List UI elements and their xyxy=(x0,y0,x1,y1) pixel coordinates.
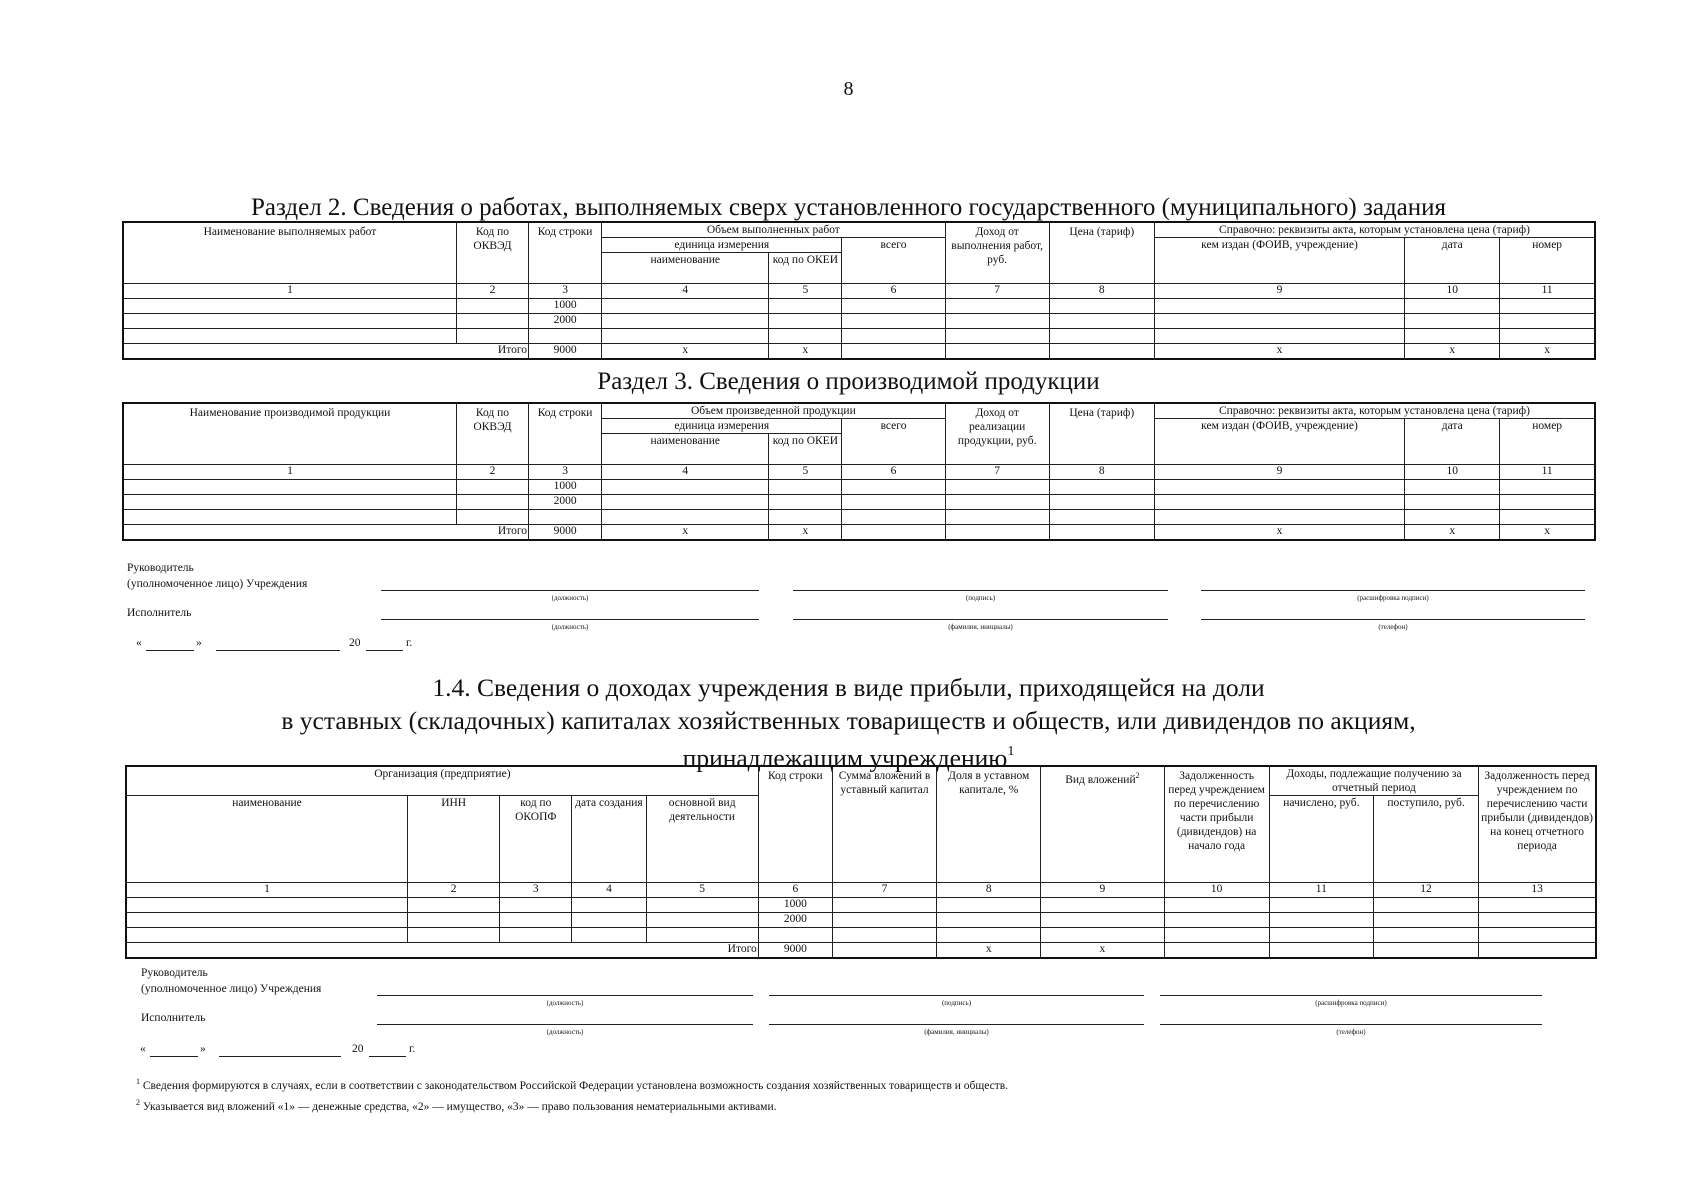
col-header-total: всего xyxy=(842,419,945,465)
col-num: 2 xyxy=(408,883,500,898)
signature-head-label-2: (уполномоченное лицо) Учреждения xyxy=(127,578,308,590)
col-header-okei: код по ОКЕИ xyxy=(769,253,842,284)
x-mark: x xyxy=(1405,344,1500,360)
col-header-row-code: Код строки xyxy=(529,222,602,284)
col-num: 2 xyxy=(456,465,528,480)
total-code: 9000 xyxy=(758,943,832,959)
executor-position-line[interactable] xyxy=(377,1024,753,1025)
col-header-date: дата xyxy=(1405,238,1500,284)
col-header-issued-by: кем издан (ФОИВ, учреждение) xyxy=(1154,238,1404,284)
executor-phone-line[interactable] xyxy=(1201,619,1585,620)
section2-table xyxy=(122,221,1596,360)
col-num: 6 xyxy=(842,465,945,480)
col-header-okei: код по ОКЕИ xyxy=(769,434,842,465)
table-row xyxy=(126,913,1596,928)
table-row xyxy=(123,314,1595,329)
col-num: 8 xyxy=(1049,465,1154,480)
footnote-1: $^1$ Сведения формируются в случаях, если в соответствии с законодательством Российской Федерации установлена возможность создания хозяйственных товариществ и обществ. xyxy=(136,1077,1009,1092)
executor-fio-line[interactable] xyxy=(793,619,1168,620)
total-label: Итого xyxy=(126,943,758,959)
head-position-line[interactable] xyxy=(377,995,753,996)
table-row xyxy=(123,299,1595,314)
col-header-unit-name: наименование xyxy=(602,434,769,465)
col-num: 4 xyxy=(602,465,769,480)
col-header-volume: Объем произведенной продукции xyxy=(602,403,945,419)
col-header-received: поступило, руб. xyxy=(1373,796,1478,883)
caption-phone: (телефон) xyxy=(1378,623,1408,631)
head-position-line[interactable] xyxy=(381,590,759,591)
col-num: 9 xyxy=(1154,284,1404,299)
caption-position: (должность) xyxy=(546,1028,584,1036)
executor-fio-line[interactable] xyxy=(769,1024,1144,1025)
col-num: 3 xyxy=(529,284,602,299)
col-num: 3 xyxy=(500,883,572,898)
col-header-total: всего xyxy=(842,238,945,284)
section2-title: Раздел 2. Сведения о работах, выполняемых сверх установленного государственного (муниципального) задания xyxy=(250,194,1447,221)
col-header-unit: единица измерения xyxy=(602,419,842,434)
col-header-debt-end: Задолженность перед учреждением по перечислению части прибыли (дивидендов) на конец отчетного периода xyxy=(1479,766,1596,883)
total-row xyxy=(126,943,1596,959)
col-num: 6 xyxy=(842,284,945,299)
col-header-activity: основной вид деятельности xyxy=(646,796,758,883)
col-header-price: Цена (тариф) xyxy=(1049,222,1154,284)
table-row xyxy=(123,480,1595,495)
col-header-share: Доля в уставном капитале, % xyxy=(937,766,1041,883)
col-num: 1 xyxy=(123,284,456,299)
caption-position: (должность) xyxy=(546,999,584,1007)
col-num: 9 xyxy=(1154,465,1404,480)
row-code: 2000 xyxy=(529,314,602,329)
date-day-line[interactable] xyxy=(146,650,194,651)
col-num: 1 xyxy=(126,883,408,898)
section3-title: Раздел 3. Сведения о производимой продукции xyxy=(597,368,1100,395)
row-code: 2000 xyxy=(529,495,602,510)
col-num: 10 xyxy=(1405,284,1500,299)
date-month-line[interactable] xyxy=(216,650,340,651)
col-num: 5 xyxy=(769,284,842,299)
total-label: Итого xyxy=(123,525,529,541)
col-header-name: Наименование производимой продукции xyxy=(123,403,456,465)
section14-table xyxy=(125,765,1597,959)
signature-head-label: Руководитель xyxy=(141,967,208,979)
col-num: 12 xyxy=(1373,883,1478,898)
col-num: 8 xyxy=(1049,284,1154,299)
col-num: 2 xyxy=(456,284,528,299)
signature-head-label: Руководитель xyxy=(127,562,194,574)
col-num: 7 xyxy=(945,284,1049,299)
x-mark: x xyxy=(769,344,842,360)
x-mark: x xyxy=(1154,344,1404,360)
col-num: 5 xyxy=(646,883,758,898)
executor-position-line[interactable] xyxy=(381,619,759,620)
col-header-unit: единица измерения xyxy=(602,238,842,253)
x-mark: x xyxy=(1154,525,1404,541)
col-header-number: номер xyxy=(1500,238,1595,284)
col-num: 5 xyxy=(769,465,842,480)
col-header-debt-start: Задолженность перед учреждением по перечислению части прибыли (дивидендов) на начало года xyxy=(1164,766,1269,883)
col-header-income: Доход от выполнения работ, руб. xyxy=(945,222,1049,284)
col-header-ref: Справочно: реквизиты акта, которым установлена цена (тариф) xyxy=(1154,403,1595,419)
col-header-okved: Код по ОКВЭД xyxy=(456,222,528,284)
date-close-quote: » xyxy=(196,637,202,649)
signature-executor-label: Исполнитель xyxy=(127,607,192,619)
caption-phone: (телефон) xyxy=(1336,1028,1366,1036)
date-open-quote: « xyxy=(140,1043,146,1055)
total-row xyxy=(123,344,1595,360)
x-mark: x xyxy=(1500,344,1595,360)
col-header-okopf: код по ОКОПФ xyxy=(500,796,572,883)
col-header-name: наименование xyxy=(126,796,408,883)
section14-title-line2: в уставных (складочных) капиталах хозяйственных товариществ и обществ, или дивидендов по акциям, xyxy=(281,706,1416,735)
col-header-unit-name: наименование xyxy=(602,253,769,284)
col-header-volume: Объем выполненных работ xyxy=(602,222,945,238)
total-code: 9000 xyxy=(529,344,602,360)
col-num: 13 xyxy=(1479,883,1596,898)
date-year-prefix: 20 xyxy=(349,637,361,649)
col-header-sum: Сумма вложений в уставный капитал xyxy=(832,766,936,883)
row-code: 1000 xyxy=(529,299,602,314)
x-mark: x xyxy=(937,943,1041,959)
col-num: 11 xyxy=(1500,284,1595,299)
col-num: 11 xyxy=(1269,883,1373,898)
x-mark: x xyxy=(769,525,842,541)
row-code: 1000 xyxy=(758,898,832,913)
col-num: 10 xyxy=(1164,883,1269,898)
caption-fio: (фамилия, инициалы) xyxy=(948,623,1013,631)
col-header-row-code: Код строки xyxy=(529,403,602,465)
date-year-prefix: 20 xyxy=(352,1043,364,1055)
col-header-income: Доход от реализации продукции, руб. xyxy=(945,403,1049,465)
date-year-line[interactable] xyxy=(366,650,403,651)
table-row xyxy=(123,510,1595,525)
col-header-price: Цена (тариф) xyxy=(1049,403,1154,465)
x-mark: x xyxy=(1405,525,1500,541)
col-header-inn: ИНН xyxy=(408,796,500,883)
row-code: 1000 xyxy=(529,480,602,495)
col-num: 6 xyxy=(758,883,832,898)
x-mark: x xyxy=(1500,525,1595,541)
col-num: 4 xyxy=(602,284,769,299)
caption-decoding: (расшифровка подписи) xyxy=(1315,999,1387,1007)
col-header-created: дата создания xyxy=(572,796,646,883)
table-row xyxy=(123,495,1595,510)
page-number: 8 xyxy=(843,78,854,100)
date-day-line[interactable] xyxy=(150,1056,198,1057)
table-row xyxy=(126,928,1596,943)
head-decoding-line[interactable] xyxy=(1160,995,1542,996)
signature-executor-label: Исполнитель xyxy=(141,1012,206,1024)
date-month-line[interactable] xyxy=(219,1056,341,1057)
date-year-suffix: г. xyxy=(406,637,413,649)
col-header-kind: Вид вложений$^2$ xyxy=(1041,766,1164,883)
col-header-accrued: начислено, руб. xyxy=(1269,796,1373,883)
total-label: Итого xyxy=(123,344,529,360)
x-mark: x xyxy=(602,344,769,360)
date-year-suffix: г. xyxy=(409,1043,416,1055)
x-mark: x xyxy=(602,525,769,541)
head-decoding-line[interactable] xyxy=(1201,590,1585,591)
col-num: 9 xyxy=(1041,883,1164,898)
caption-signature: (подпись) xyxy=(965,594,996,602)
head-signature-line[interactable] xyxy=(769,995,1144,996)
executor-phone-line[interactable] xyxy=(1160,1024,1542,1025)
section14-title-line1: 1.4. Сведения о доходах учреждения в виде прибыли, приходящейся на доли xyxy=(432,673,1265,702)
col-num: 8 xyxy=(937,883,1041,898)
col-num: 1 xyxy=(123,465,456,480)
date-close-quote: » xyxy=(200,1043,206,1055)
x-mark: x xyxy=(1041,943,1164,959)
col-header-org: Организация (предприятие) xyxy=(126,766,758,796)
caption-position: (должность) xyxy=(551,623,589,631)
col-header-row-code: Код строки xyxy=(758,766,832,883)
col-header-number: номер xyxy=(1500,419,1595,465)
date-year-line[interactable] xyxy=(369,1056,406,1057)
col-header-issued-by: кем издан (ФОИВ, учреждение) xyxy=(1154,419,1404,465)
date-open-quote: « xyxy=(136,637,142,649)
col-num: 7 xyxy=(945,465,1049,480)
col-header-name: Наименование выполняемых работ xyxy=(123,222,456,284)
table-row xyxy=(123,329,1595,344)
signature-head-label-2: (уполномоченное лицо) Учреждения xyxy=(141,983,322,995)
row-code: 2000 xyxy=(758,913,832,928)
col-header-ref: Справочно: реквизиты акта, которым установлена цена (тариф) xyxy=(1154,222,1595,238)
section3-table xyxy=(122,402,1596,541)
caption-position: (должность) xyxy=(551,594,589,602)
section14-title-line3: принадлежащим учреждению$^1$ xyxy=(682,743,1015,773)
col-header-income-due: Доходы, подлежащие получению за отчетный период xyxy=(1269,766,1478,796)
col-num: 4 xyxy=(572,883,646,898)
col-header-date: дата xyxy=(1405,419,1500,465)
col-num: 3 xyxy=(529,465,602,480)
col-num: 10 xyxy=(1405,465,1500,480)
col-num: 11 xyxy=(1500,465,1595,480)
caption-fio: (фамилия, инициалы) xyxy=(924,1028,989,1036)
caption-decoding: (расшифровка подписи) xyxy=(1357,594,1429,602)
table-row xyxy=(126,898,1596,913)
col-header-okved: Код по ОКВЭД xyxy=(456,403,528,465)
total-row xyxy=(123,525,1595,541)
head-signature-line[interactable] xyxy=(793,590,1168,591)
caption-signature: (подпись) xyxy=(941,999,972,1007)
total-code: 9000 xyxy=(529,525,602,541)
footnote-2: $^2$ Указывается вид вложений «1» — денежные средства, «2» — имущество, «3» — право пользования нематериальными активами. xyxy=(136,1098,777,1113)
col-num: 7 xyxy=(832,883,936,898)
